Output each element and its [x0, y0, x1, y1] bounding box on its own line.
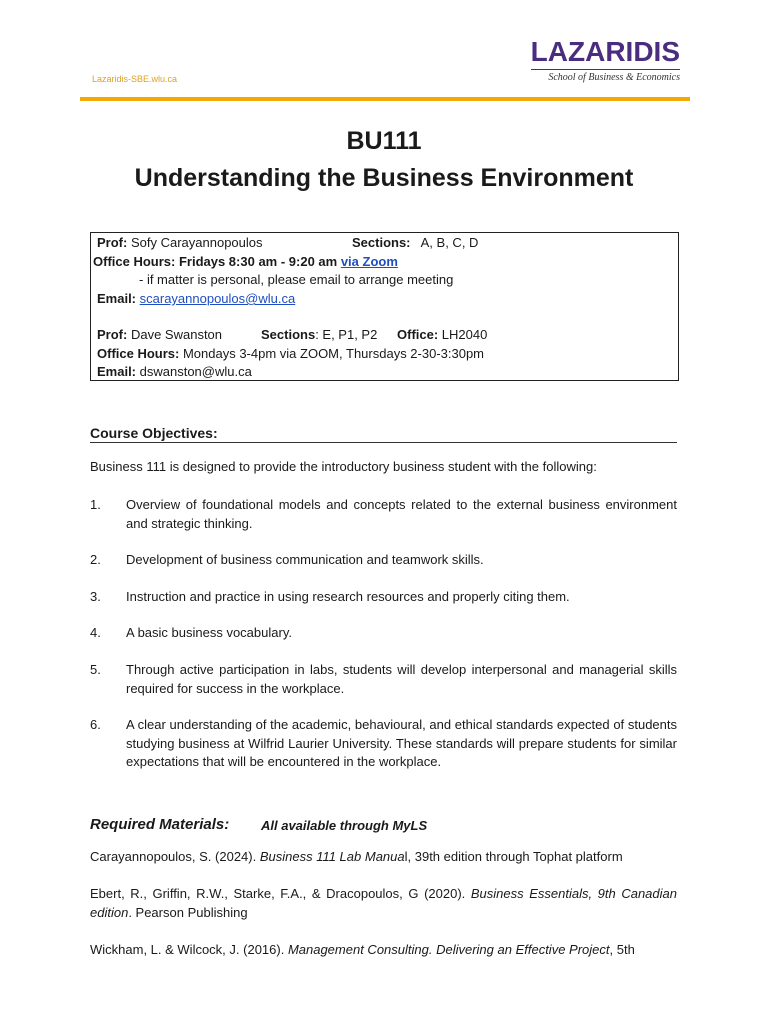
prof2-line — [97, 326, 222, 345]
prof2-email-line — [97, 363, 252, 382]
prof1-email-link[interactable]: scarayannopoulos@wlu.ca — [139, 291, 296, 306]
prof2-office — [397, 326, 487, 345]
instructor-info-box — [90, 232, 679, 381]
reference-title: Management Consulting. Delivering an Effective Project — [287, 942, 610, 957]
prof1-sections-value: A, B, C, D — [420, 235, 479, 250]
prof1-sections-label: Sections: — [352, 235, 411, 250]
reference-details: , 5th — [609, 942, 635, 957]
objective-number: 2. — [90, 552, 101, 567]
logo-divider — [531, 69, 680, 70]
prof1-sections — [352, 234, 478, 253]
reference-item — [90, 885, 677, 922]
objective-text: Through active participation in labs, students will develop interpersonal and managerial skills required for success in the workplace. — [126, 662, 677, 696]
header-gold-rule — [80, 97, 690, 101]
prof2-office-label: Office: — [397, 327, 439, 342]
objective-text: Overview of foundational models and concepts related to the external business environment and strategic thinking. — [126, 497, 677, 531]
prof2-sections-value: : E, P1, P2 — [315, 327, 378, 342]
objective-item — [90, 661, 677, 698]
course-title-block — [0, 124, 768, 198]
objective-number: 4. — [90, 625, 101, 640]
objective-text: A basic business vocabulary. — [126, 625, 292, 640]
course-code: BU111 — [346, 127, 422, 155]
header-url: Lazaridis-SBE.wlu.ca — [92, 74, 178, 84]
objective-item — [90, 496, 677, 533]
prof1-label: Prof: — [97, 235, 128, 250]
objective-number: 1. — [90, 497, 101, 512]
objectives-heading: Course Objectives: — [90, 425, 677, 443]
objective-text: A clear understanding of the academic, behavioural, and ethical standards expected of students studying business at Wilfrid Laurier University. These standards will prepare students for similar expectations that will be encountered in the workplace. — [126, 717, 677, 769]
prof2-office-value: LH2040 — [441, 327, 488, 342]
prof1-hours: Office Hours: Fridays 8:30 am - 9:20 am — [93, 254, 338, 269]
prof1-note: - if matter is personal, please email to arrange meeting — [139, 272, 454, 287]
zoom-link[interactable]: via Zoom — [340, 254, 398, 269]
page-header — [80, 28, 690, 104]
logo-subtitle: School of Business & Economics — [548, 72, 680, 83]
course-name: Understanding the Business Environment — [134, 164, 634, 192]
reference-authors: Carayannopoulos, S. (2024). — [90, 849, 260, 864]
prof2-label: Prof: — [97, 327, 128, 342]
prof2-email-label: Email: — [97, 364, 137, 379]
prof2-hours-value: Mondays 3-4pm via ZOOM, Thursdays 2-30-3:30pm — [182, 346, 485, 361]
objectives-intro: Business 111 is designed to provide the introductory business student with the following: — [90, 459, 597, 474]
objective-item — [90, 624, 677, 643]
prof2-hours-label: Office Hours: — [97, 346, 180, 361]
lazaridis-logo — [531, 38, 680, 83]
prof2-hours-line — [97, 345, 484, 364]
objective-number: 3. — [90, 589, 101, 604]
prof2-sections — [261, 326, 377, 345]
objective-item — [90, 716, 677, 772]
objective-text: Instruction and practice in using research resources and properly citing them. — [126, 589, 570, 604]
prof1-line — [97, 234, 263, 253]
objective-number: 6. — [90, 717, 101, 732]
prof1-email-line — [97, 290, 295, 309]
reference-item — [90, 848, 677, 867]
reference-item — [90, 941, 677, 960]
objective-number: 5. — [90, 662, 101, 677]
prof2-name: Dave Swanston — [130, 327, 223, 342]
materials-note: All available through MyLS — [261, 818, 428, 833]
reference-details: l, 39th edition through Tophat platform — [404, 849, 623, 864]
objective-item — [90, 551, 677, 570]
objective-text: Development of business communication and teamwork skills. — [126, 552, 484, 567]
logo-name: LAZARIDIS — [530, 36, 680, 67]
prof2-email-value: dswanston@wlu.ca — [139, 364, 252, 379]
reference-details: . Pearson Publishing — [128, 904, 248, 920]
prof1-email-label: Email: — [97, 291, 137, 306]
reference-title: Business Essentials, 9th Canadian edition — [90, 886, 677, 920]
prof2-sections-label: Sections — [261, 327, 316, 342]
reference-title: Business 111 Lab Manua — [259, 849, 405, 864]
materials-heading: Required Materials: — [90, 816, 230, 833]
reference-authors: Wickham, L. & Wilcock, J. (2016). — [90, 942, 288, 957]
prof1-name: Sofy Carayannopoulos — [130, 235, 263, 250]
prof1-hours-line — [93, 253, 398, 272]
objective-item — [90, 588, 677, 607]
reference-authors: Ebert, R., Griffin, R.W., Starke, F.A., & Dracopoulos, G (2020). — [90, 886, 471, 901]
